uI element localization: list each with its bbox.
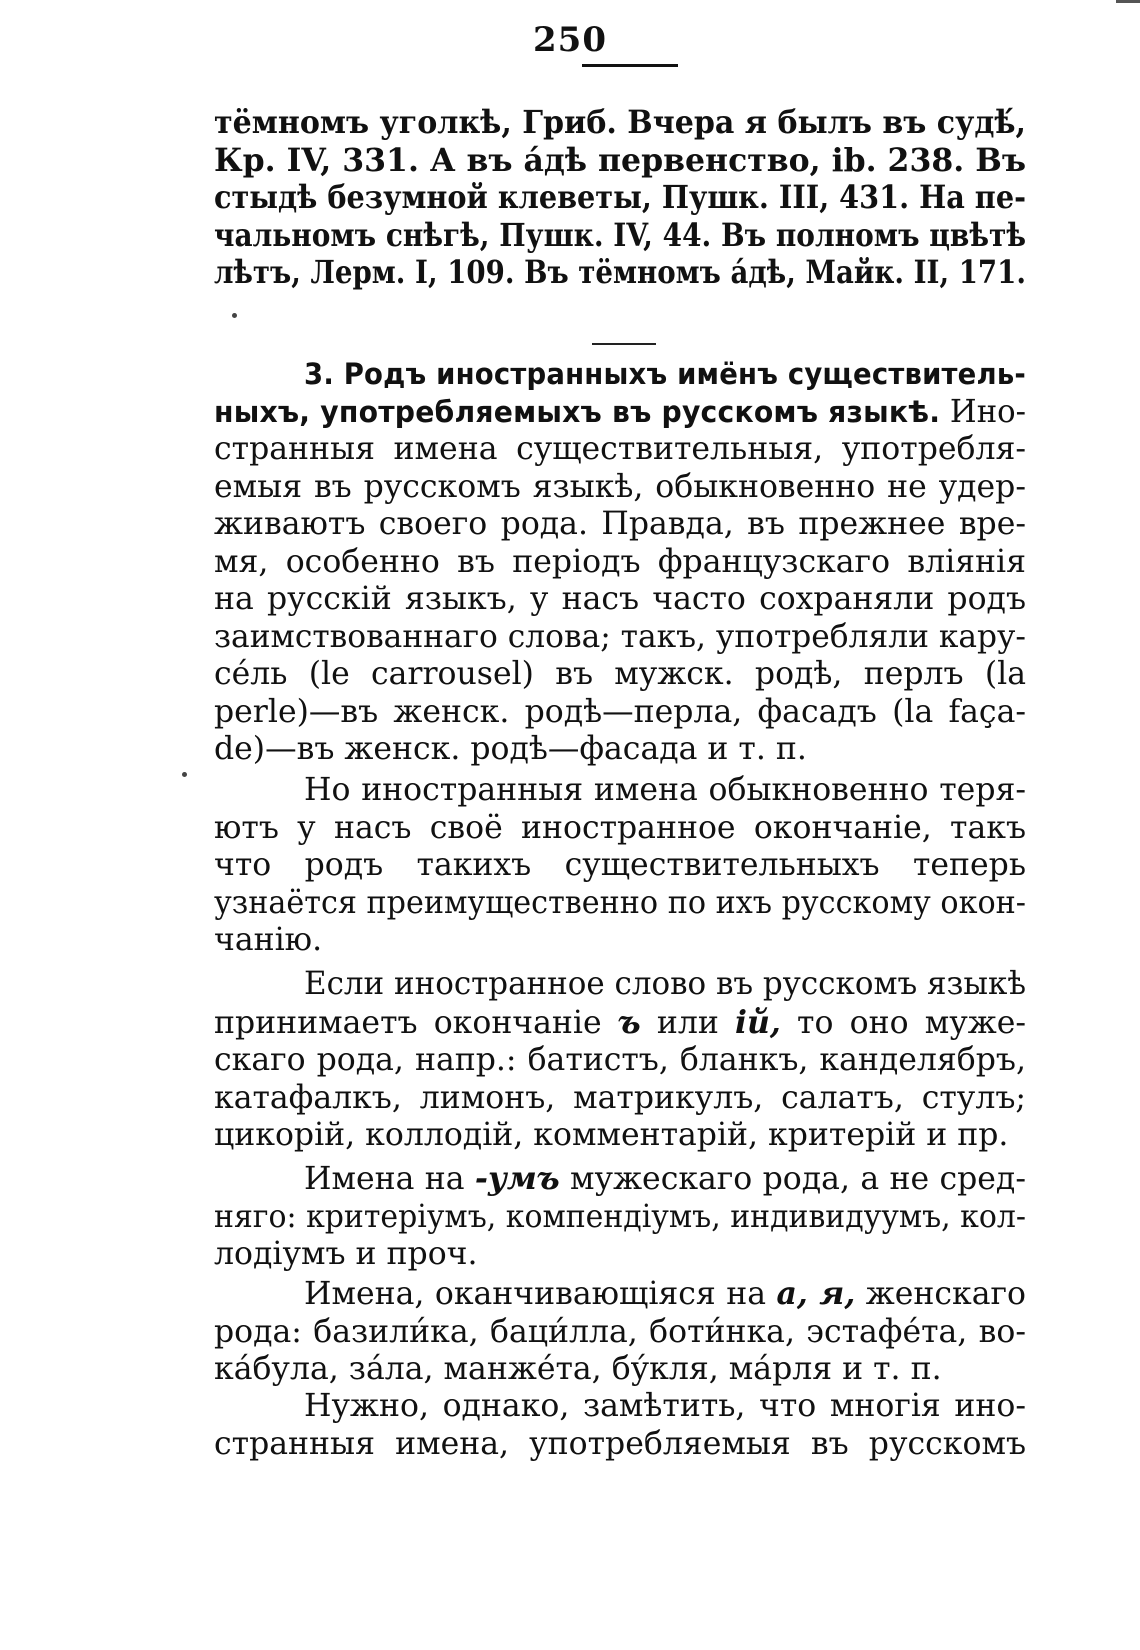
text-run: принимаетъ окончаніе bbox=[214, 1004, 618, 1041]
text-line: се́ль (le carrousel) въ мужск. родѣ, перлъ (la bbox=[214, 656, 1026, 692]
ending-emphasis: ъ bbox=[617, 1003, 641, 1041]
text-line: de)—въ женск. родѣ—фасада и т. п. bbox=[214, 731, 807, 767]
text-line: Если иностранное слово въ русскомъ языкѣ bbox=[304, 966, 1026, 1002]
paragraph-endings bbox=[214, 772, 1026, 960]
stray-dot bbox=[232, 313, 237, 318]
text-run: Ино- bbox=[940, 393, 1026, 430]
text-line: странныя имена существительныя, употребля- bbox=[214, 431, 1026, 467]
section-heading-text: 3. Родъ иностранныхъ имёнъ существитель- bbox=[304, 357, 1026, 391]
text-line: Но иностранныя имена обыкновенно теря- bbox=[304, 772, 1026, 808]
ending-emphasis: -умъ bbox=[474, 1160, 560, 1197]
section-heading bbox=[214, 356, 1026, 394]
ending-emphasis: а, я, bbox=[776, 1275, 856, 1312]
paragraph-um-nouns bbox=[214, 1160, 1026, 1274]
text-line: perle)—въ женск. родѣ—перла, фасадъ (la faça- bbox=[214, 693, 1026, 730]
text-line bbox=[214, 1160, 1026, 1199]
text-line: скаго рода, напр.: батистъ, бланкъ, канделябръ, bbox=[214, 1042, 1026, 1078]
text-line: катафалкъ, лимонъ, матрикулъ, салатъ, стулъ; bbox=[214, 1079, 1026, 1116]
page-number-underline bbox=[582, 64, 678, 67]
text-run: то оно муже- bbox=[780, 1004, 1026, 1041]
text-run: женскаго bbox=[855, 1276, 1026, 1312]
paragraph-feminine bbox=[214, 1275, 1026, 1389]
text-line bbox=[214, 1004, 1026, 1043]
text-line: узнаётся преимущественно по ихъ русскому окон- bbox=[214, 884, 1026, 921]
text-line: на русскій языкъ, у насъ часто сохраняли родъ bbox=[214, 581, 1026, 617]
text-run: Имена на bbox=[304, 1161, 475, 1197]
text-line: лодіумъ и проч. bbox=[214, 1236, 478, 1272]
page-number: 250 bbox=[533, 20, 607, 60]
text-line: что родъ такихъ существительныхъ теперь bbox=[214, 847, 1026, 883]
section-heading-text-cont: ныхъ, употребляемыхъ въ русскомъ языкѣ. bbox=[214, 394, 941, 429]
section-3 bbox=[214, 356, 1026, 769]
text-line: ютъ у насъ своё иностранное окончаніе, такъ bbox=[214, 809, 1026, 846]
scan-edge-mark bbox=[1116, 0, 1140, 13]
text-line: цикорій, коллодій, комментарій, критерій и пр. bbox=[214, 1117, 1009, 1153]
text-run: Имена, оканчивающіяся на bbox=[304, 1276, 777, 1312]
text-line: няго: критеріумъ, компендіумъ, индивидуумъ, кол- bbox=[214, 1198, 1026, 1235]
paragraph-masculine bbox=[214, 966, 1026, 1155]
text-line: живаютъ своего рода. Правда, въ прежнее вре- bbox=[214, 506, 1026, 542]
text-run: или bbox=[640, 1004, 736, 1041]
text-line: чанію. bbox=[214, 922, 323, 958]
text-line: ка́була, за́ла, манже́та, бу́кля, ма́рля и т. п. bbox=[214, 1351, 942, 1387]
text-line: Нужно, однако, замѣтить, что многія ино- bbox=[304, 1388, 1026, 1424]
examples-continuation bbox=[214, 104, 1026, 292]
text-line bbox=[214, 1275, 1026, 1314]
text-line: тёмномъ уголкѣ, Гриб. Вчера я былъ въ судѣ́, bbox=[214, 104, 1026, 141]
text-line: Кр. IV, 331. А въ а́дѣ первенство, ib. 238. Въ bbox=[214, 141, 1026, 179]
text-line: мя, особенно въ періодъ французскаго вліянія bbox=[214, 543, 1026, 580]
section-divider bbox=[592, 343, 656, 345]
stray-dot bbox=[182, 772, 187, 777]
text-line: стыдѣ безумной клеветы, Пушк. III, 431. На пе- bbox=[214, 179, 1026, 216]
text-line: емыя въ русскомъ языкѣ, обыкновенно не удер- bbox=[214, 468, 1026, 505]
text-run: мужескаго рода, а не сред- bbox=[559, 1161, 1026, 1197]
text-line: рода: базили́ка, баци́лла, боти́нка, эстафе́та, во- bbox=[214, 1313, 1026, 1350]
text-line: лѣтъ, Лерм. I, 109. Въ тёмномъ а́дѣ, Майк. II, 171. bbox=[214, 254, 1026, 291]
text-line: заимствованнаго слова; такъ, употребляли кару- bbox=[214, 618, 1026, 655]
text-line: чальномъ снѣгѣ, Пушк. IV, 44. Въ полномъ цвѣтѣ bbox=[214, 216, 1026, 254]
text-line bbox=[214, 394, 1026, 432]
paragraph-note bbox=[214, 1388, 1026, 1463]
ending-emphasis: ій, bbox=[735, 1003, 781, 1041]
text-line: странныя имена, употребляемыя въ русскомъ bbox=[214, 1425, 1026, 1462]
